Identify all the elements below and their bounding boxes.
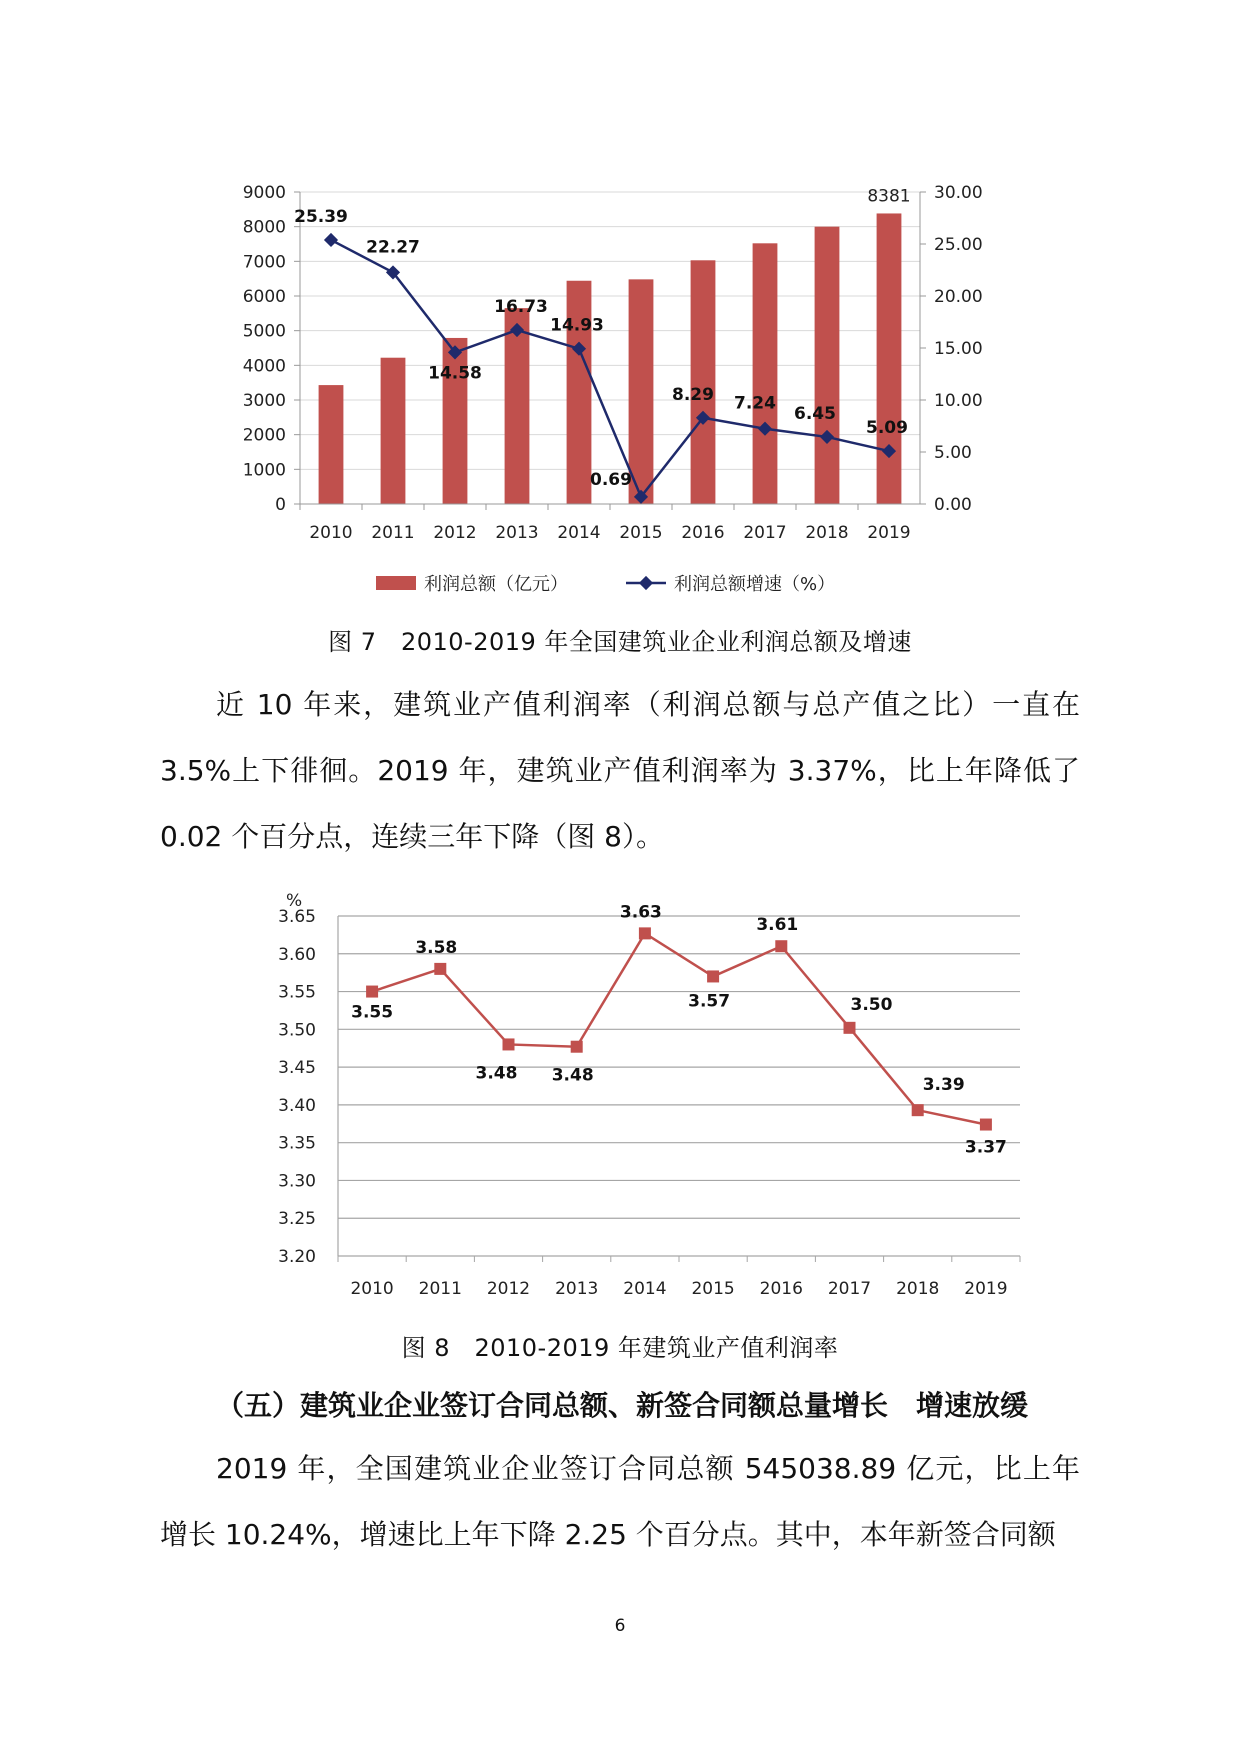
x-tick-label: 2016 — [759, 1279, 803, 1299]
profit-rate-value-label: 3.37 — [964, 1137, 1007, 1158]
growth-value-label: 14.58 — [428, 363, 482, 384]
x-tick-label: 2012 — [486, 1279, 531, 1299]
right-tick-label: 15.00 — [934, 339, 983, 359]
bar-value-label: 8381 — [867, 186, 911, 207]
profit-rate-value-label: 3.63 — [619, 902, 662, 923]
right-tick-label: 5.00 — [934, 443, 972, 463]
right-tick-label: 30.00 — [934, 183, 983, 203]
x-tick-label: 2011 — [418, 1279, 462, 1299]
x-tick-label: 2011 — [371, 523, 415, 543]
y-tick-label: 3.35 — [278, 1133, 316, 1154]
y-tick-label: 3.45 — [278, 1058, 316, 1079]
x-tick-label: 2015 — [619, 523, 663, 543]
growth-value-label: 0.69 — [590, 469, 632, 490]
left-tick-label: 6000 — [242, 287, 286, 307]
growth-value-label: 14.93 — [550, 315, 604, 336]
profit-rate-point — [639, 927, 651, 939]
right-tick-label: 0.00 — [934, 495, 972, 515]
profit-rate-value-label: 3.39 — [922, 1075, 965, 1096]
left-tick-label: 9000 — [242, 183, 286, 203]
y-tick-label: 3.50 — [278, 1020, 316, 1041]
left-tick-label: 0 — [275, 495, 286, 515]
x-tick-label: 2017 — [827, 1279, 872, 1299]
y-tick-label: 3.60 — [278, 944, 316, 965]
x-tick-label: 2013 — [555, 1279, 599, 1299]
profit-bar — [629, 279, 654, 504]
left-tick-label: 5000 — [242, 321, 286, 342]
x-tick-label: 2018 — [896, 1279, 940, 1299]
y-unit-label: % — [286, 891, 303, 911]
profit-rate-value-label: 3.48 — [551, 1065, 594, 1086]
legend-line-marker — [639, 576, 653, 590]
profit-bar — [877, 213, 902, 504]
profit-bar — [381, 358, 406, 504]
right-tick-label: 20.00 — [934, 287, 983, 307]
growth-value-label: 8.29 — [672, 384, 714, 405]
legend-bar-swatch — [376, 576, 416, 590]
growth-value-label: 22.27 — [366, 237, 420, 258]
y-tick-label: 3.55 — [278, 982, 316, 1003]
paragraph-contracts: 2019 年，全国建筑业企业签订合同总额 545038.89 亿元，比上年增长 10.24%，增速比上年下降 2.25 个百分点。其中，本年新签合同额 — [160, 1452, 1080, 1551]
x-tick-label: 2017 — [743, 523, 787, 543]
section-heading: （五）建筑业企业签订合同总额、新签合同额总量增长 增速放缓 — [216, 1389, 1029, 1422]
profit-rate-point — [707, 970, 719, 982]
growth-value-label: 6.45 — [794, 403, 836, 424]
x-tick-label: 2015 — [691, 1279, 735, 1299]
x-tick-label: 2014 — [557, 523, 601, 543]
growth-value-label: 5.09 — [866, 418, 908, 439]
right-tick-label: 25.00 — [934, 235, 983, 255]
profit-bar — [319, 385, 344, 504]
x-tick-label: 2013 — [495, 523, 539, 543]
growth-line — [331, 240, 889, 497]
left-tick-label: 1000 — [242, 460, 286, 481]
profit-bar — [815, 227, 840, 504]
y-tick-label: 3.65 — [278, 907, 316, 927]
x-tick-label: 2016 — [681, 523, 725, 543]
legend-bar-label: 利润总额（亿元） — [424, 574, 568, 595]
profit-rate-value-label: 3.61 — [756, 915, 799, 936]
profit-rate-point — [571, 1041, 583, 1053]
profit-rate-point — [912, 1104, 924, 1116]
profit-bar — [691, 260, 716, 504]
profit-rate-value-label: 3.48 — [475, 1063, 518, 1084]
profit-rate-value-label: 3.58 — [415, 937, 458, 958]
profit-rate-point — [434, 963, 446, 975]
profit-rate-point — [844, 1022, 856, 1034]
left-tick-label: 3000 — [242, 391, 286, 411]
profit-rate-value-label: 3.57 — [688, 991, 731, 1012]
profit-rate-point — [775, 940, 787, 952]
x-tick-label: 2010 — [309, 523, 353, 543]
legend-line-label: 利润总额增速（%） — [674, 574, 836, 595]
growth-value-label: 16.73 — [494, 297, 548, 318]
growth-point — [324, 233, 338, 247]
figure8-caption: 图 8 2010-2019 年建筑业产值利润率 — [401, 1334, 839, 1362]
figure8-profit-rate-chart — [0, 880, 1240, 1320]
y-tick-label: 3.30 — [278, 1171, 316, 1192]
page-number: 6 — [614, 1616, 626, 1636]
x-tick-label: 2019 — [867, 523, 911, 543]
figure7-caption: 图 7 2010-2019 年全国建筑业企业利润总额及增速 — [328, 628, 912, 656]
profit-bar — [505, 308, 530, 504]
profit-rate-point — [366, 986, 378, 998]
x-tick-label: 2018 — [805, 523, 849, 543]
x-tick-label: 2012 — [433, 523, 477, 543]
growth-value-label: 25.39 — [294, 206, 348, 227]
profit-bar — [753, 243, 778, 504]
right-tick-label: 10.00 — [934, 391, 983, 411]
profit-rate-point — [503, 1038, 515, 1050]
x-tick-label: 2010 — [350, 1279, 394, 1299]
y-tick-label: 3.40 — [278, 1095, 316, 1116]
growth-value-label: 7.24 — [734, 393, 776, 414]
profit-rate-value-label: 3.50 — [850, 994, 893, 1015]
figure7-profit-chart — [0, 0, 1240, 640]
left-tick-label: 8000 — [242, 217, 286, 238]
y-tick-label: 3.20 — [278, 1247, 316, 1267]
left-tick-label: 4000 — [242, 356, 286, 377]
y-tick-label: 3.25 — [278, 1209, 316, 1230]
profit-rate-value-label: 3.55 — [351, 1002, 394, 1023]
x-tick-label: 2014 — [623, 1279, 667, 1299]
x-tick-label: 2019 — [964, 1279, 1008, 1299]
paragraph-profit-rate: 近 10 年来，建筑业产值利润率（利润总额与总产值之比）一直在 3.5%上下徘徊。2019 年，建筑业产值利润率为 3.37%，比上年降低了 0.02 个百分点，连续三年下降（图 8）。 — [160, 688, 1080, 853]
left-tick-label: 2000 — [242, 425, 286, 446]
left-tick-label: 7000 — [242, 252, 286, 273]
profit-rate-point — [980, 1119, 992, 1131]
profit-bar — [567, 281, 592, 504]
